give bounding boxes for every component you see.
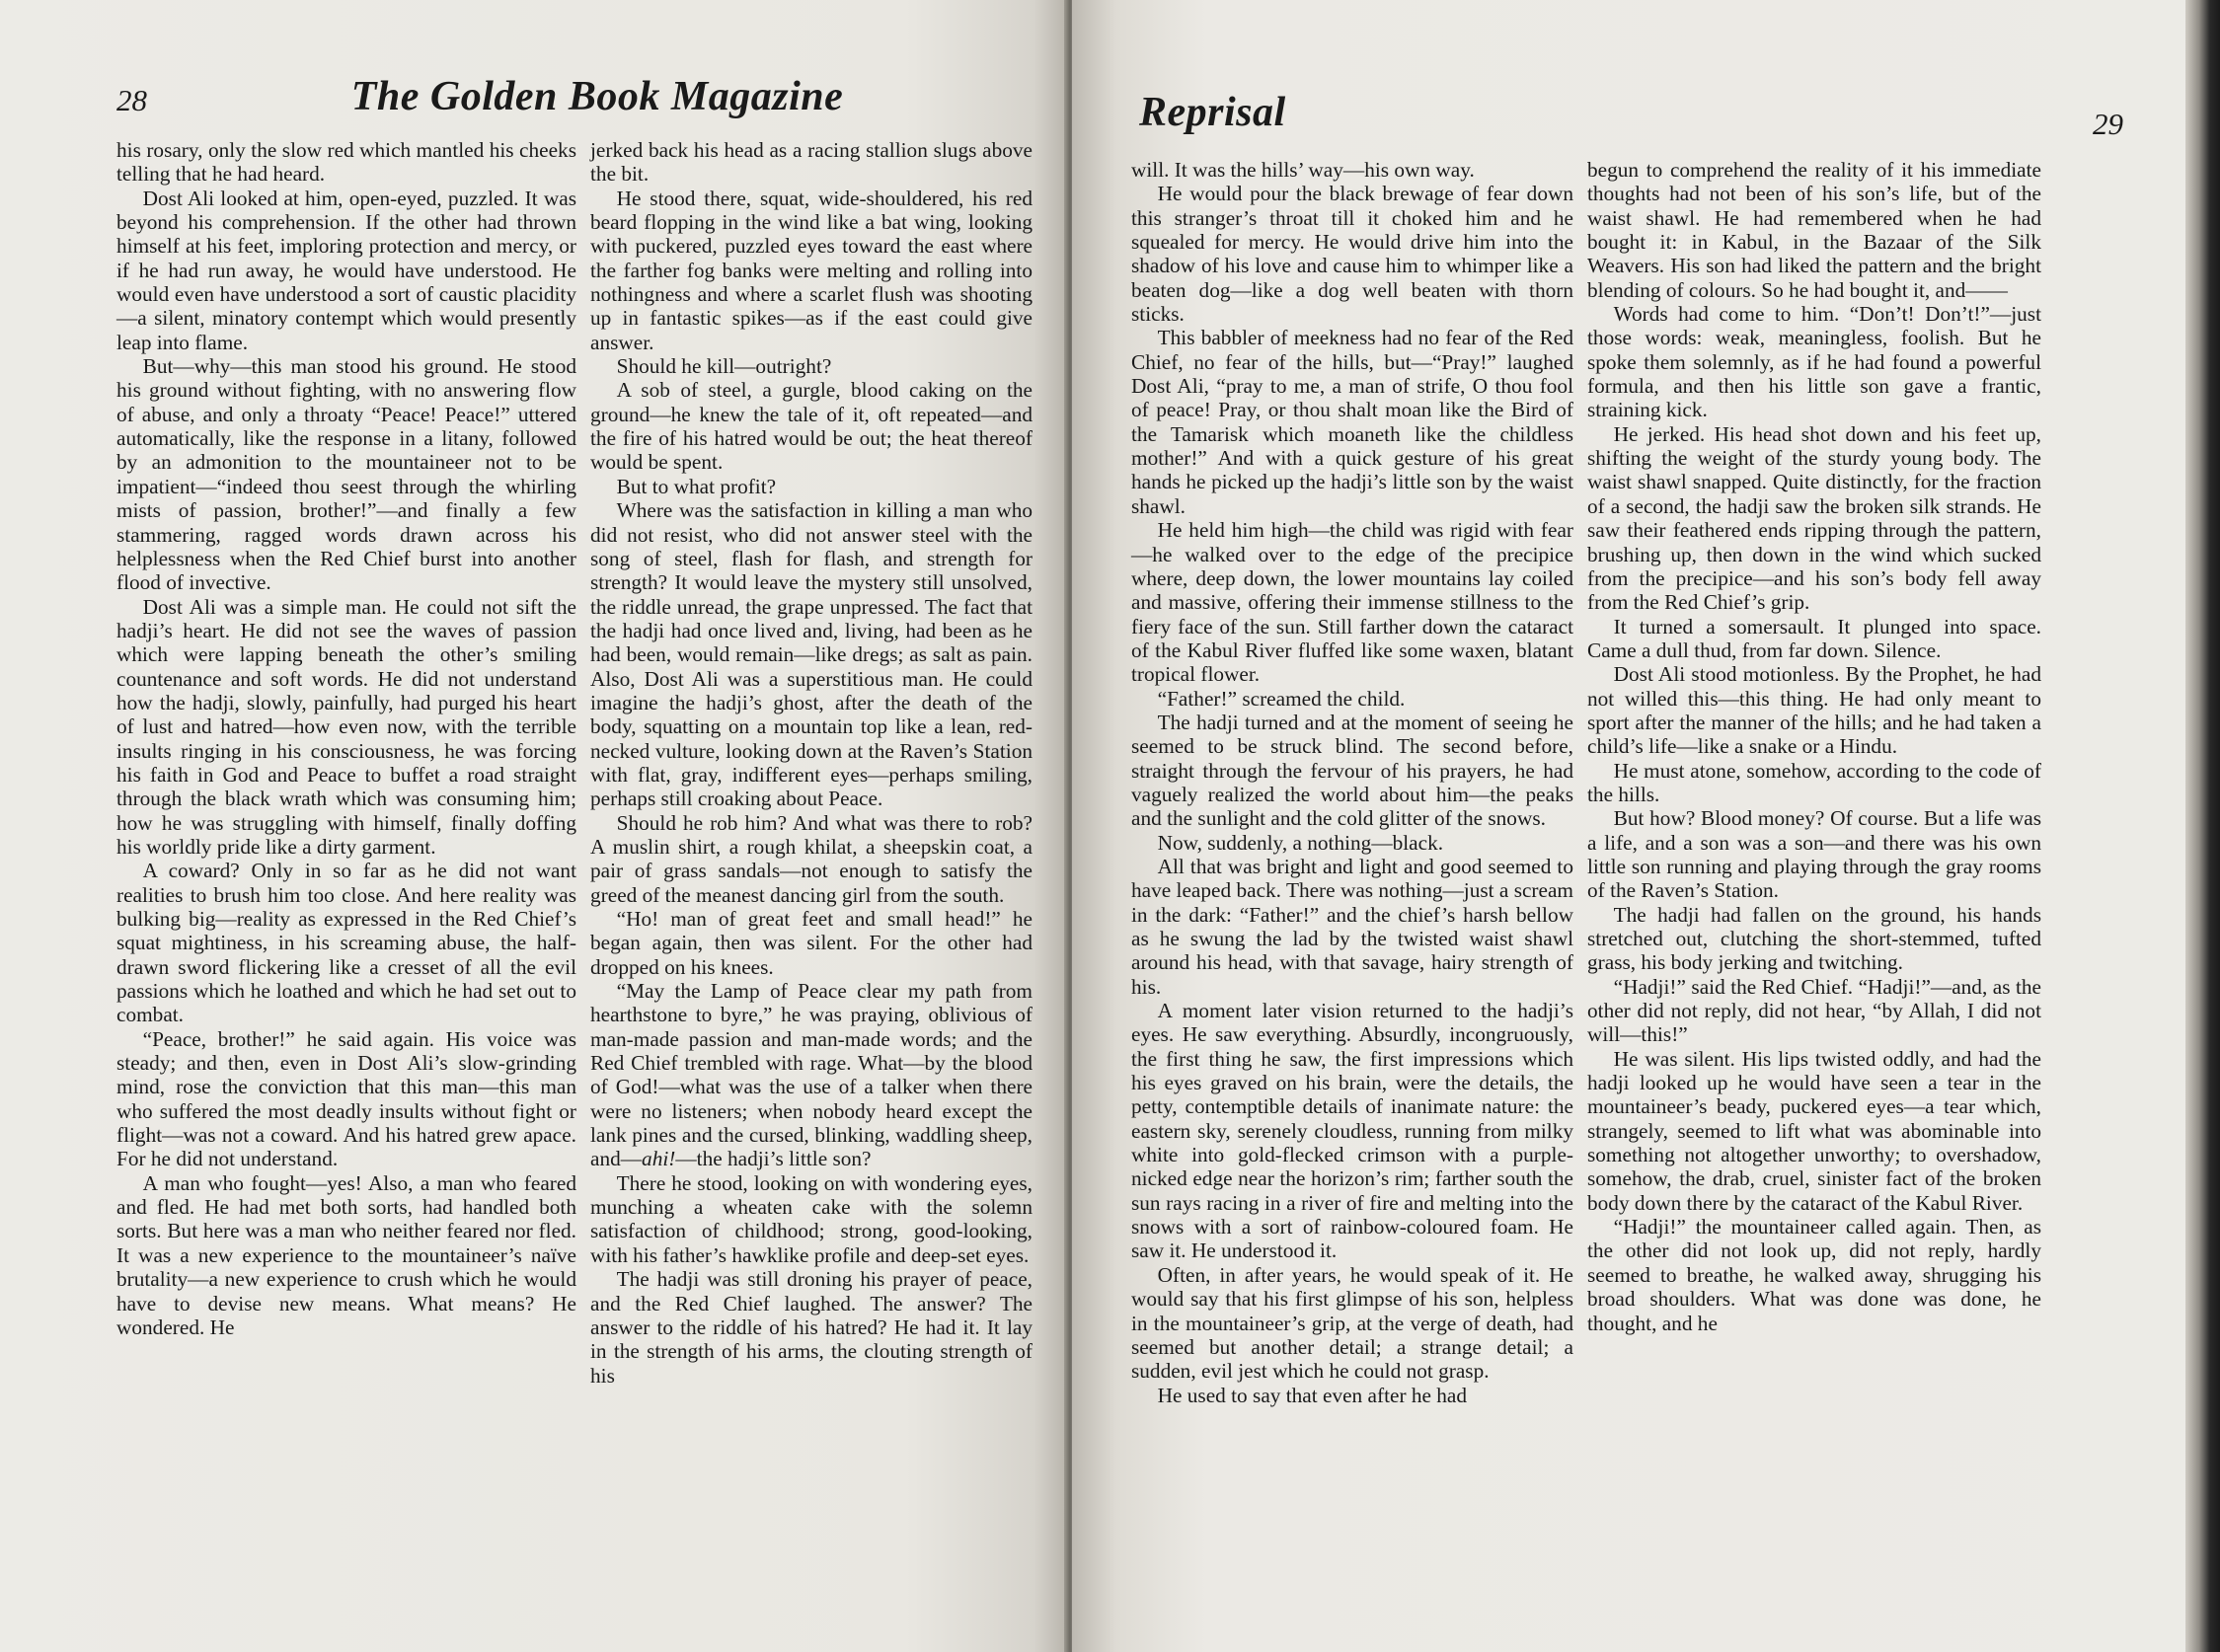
- paragraph: The hadji was still droning his prayer of peace, and the Red Chief laughed. The answer? The answer to the riddle of his hatred? He had it. It lay in the strength of his arms, the clouting strength of his: [590, 1267, 1033, 1388]
- running-head: Reprisal: [1139, 90, 1286, 135]
- page-edge: [2185, 0, 2220, 1652]
- paragraph: The hadji had fallen on the ground, his hands stretched out, clutching the short-stemmed, tufted grass, his body jerking and twitching.: [1587, 902, 2041, 975]
- paragraph: Where was the satisfaction in killing a man who did not resist, who did not answer steel with the song of steel, flash for flash, and strength for strength? It would leave the mystery still unsolved, the riddle unread, the grape unpressed. The fact that the hadji had once lived and, living, had been as he had been, would remain—like dregs; as salt as pain. Also, Dost Ali was a superstitious man. He could imagine the hadji’s ghost, after the death of the body, squatting on a mountain top like a lean, red-necked vulture, looking down at the Raven’s Station with flat, gray, indifferent eyes—perhaps smiling, perhaps still croaking about Peace.: [590, 498, 1033, 811]
- running-head: The Golden Book Magazine: [350, 74, 844, 119]
- paragraph: Words had come to him. “Don’t! Don’t!”—just those words: weak, meaningless, foolish. But he spoke them solemnly, as if he had found a powerful formula, and then his little son gave a frantic, straining kick.: [1587, 302, 2041, 422]
- page-number: 29: [2093, 107, 2123, 141]
- paragraph: A coward? Only in so far as he did not want realities to brush him too close. And here reality was bulking big—reality as expressed in the Red Chief’s squat mightiness, in his screaming abuse, the half-drawn sword flickering like a cresset of all the evil passions which he loathed and which he had set out to combat.: [116, 859, 576, 1027]
- paragraph: jerked back his head as a racing stallion slugs above the bit.: [590, 138, 1033, 187]
- paragraph: He used to say that even after he had: [1157, 1383, 1468, 1407]
- paragraph: He would pour the black brewage of fear down this stranger’s throat till it choked him and he squealed for mercy. He would drive him into the shadow of his love and cause him to whimper like a beaten dog—like a dog well beaten with thorn sticks.: [1131, 182, 1573, 327]
- paragraph: He must atone, somehow, according to the code of the hills.: [1587, 758, 2041, 806]
- paragraph: “Hadji!” said the Red Chief. “Hadji!”—and, as the other did not reply, did not hear, “by Allah, I did not will—this!”: [1587, 974, 2041, 1047]
- paragraph: A man who fought—yes! Also, a man who feared and fled. He had met both sorts, had handled both sorts. But here was a man who neither feared nor fled. It was a new experience to the mountaineer’s naïve brutality—a new experience to crush which he would have to devise new means. What means? He wondered. He: [116, 1170, 576, 1339]
- left-page: [0, 0, 1066, 1652]
- paragraph: will. It was the hills’ way—his own way.: [1131, 158, 1475, 182]
- paragraph: A sob of steel, a gurgle, blood caking on the ground—he knew the tale of it, oft repeated—and the fire of his hatred would be out; the heat thereof would be spent.: [590, 378, 1033, 475]
- paragraph: All that was bright and light and good seemed to have leaped back. There was nothing—just a scream in the dark: “Father!” and the chief’s harsh bellow as he swung the lad by the twisted waist shawl around his head, with that savage, hairy strength of his.: [1131, 854, 1573, 999]
- paragraph: “May the Lamp of Peace clear my path from hearthstone to byre,” he was praying, oblivious of man-made passion and man-made words; and the Red Chief trembled with rage. What—by the blood of God!—what was the use of a talker when there were no listeners; when nobody heard except the lank pines and the cursed, blinking, waddling sheep, and—ahi!—the hadji’s little son?: [590, 979, 1033, 1171]
- paragraph: This babbler of meekness had no fear of the Red Chief, no fear of the hills, but—“Pray!” laughed Dost Ali, “pray to me, a man of strife, O thou fool of peace! Pray, or thou shalt moan like the Bird of the Tamarisk which moaneth like the childless mother!” And with a quick gesture of his great hands he picked up the hadji’s little son by the waist shawl.: [1131, 326, 1573, 518]
- paragraph: Should he rob him? And what was there to rob? A muslin shirt, a rough khilat, a sheepskin coat, a pair of grass sandals—not enough to satisfy the greed of the meanest dancing girl from the south.: [590, 810, 1033, 907]
- paragraph: “Hadji!” the mountaineer called again. Then, as the other did not look up, did not reply, hardly seemed to breathe, he walked away, shrugging his broad shoulders. What was done was done, he thought, and he: [1587, 1215, 2041, 1335]
- right-page: [1072, 0, 2187, 1652]
- page-number: 28: [116, 83, 147, 117]
- paragraph: Dost Ali looked at him, open-eyed, puzzled. It was beyond his comprehension. If the other had thrown himself at his feet, imploring protection and mercy, or if he had run away, he would have understood. He would even have understood a sort of caustic placidity—a silent, minatory contempt which would presently leap into flame.: [116, 186, 576, 354]
- paragraph: Dost Ali was a simple man. He could not sift the hadji’s heart. He did not see the waves of passion which were lapping beneath the other’s smiling countenance and soft words. He did not understand how the hadji, slowly, painfully, had purged his heart of lust and hatred—how even now, with the terrible insults ringing in his consciousness, he was forcing his faith in God and Peace to buffet a road straight through the black wrath which was consuming him; how he was struggling with himself, finally doffing his worldly pride like a dirty garment.: [116, 594, 576, 859]
- paragraph: But how? Blood money? Of course. But a life was a life, and a son was a son—and there was his own little son running and playing through the gray rooms of the Raven’s Station.: [1587, 806, 2041, 903]
- paragraph: He jerked. His head shot down and his feet up, shifting the weight of the sturdy young body. The waist shawl snapped. Quite distinctly, for the fraction of a second, the hadji saw the broken silk strands. He saw their feathered ends ripping through the pattern, brushing up, then down in the wind which sucked from the precipice—and his son’s body fell away from the Red Chief’s grip.: [1587, 421, 2041, 615]
- paragraph: It turned a somersault. It plunged into space. Came a dull thud, from far down. Silence.: [1587, 614, 2041, 662]
- paragraph: “Peace, brother!” he said again. His voice was steady; and then, even in Dost Ali’s slow-grinding mind, rose the conviction that this man—this man who suffered the most deadly insults without fight or flight—was not a coward. And his hatred grew apace. For he did not understand.: [116, 1026, 576, 1171]
- paragraph: He stood there, squat, wide-shouldered, his red beard flopping in the wind like a bat wing, looking with puckered, puzzled eyes toward the east where the farther fog banks were melting and rolling into nothingness and where a scarlet flush was shooting up in fantastic spikes—as if the east could give answer.: [590, 186, 1033, 354]
- paragraph: begun to comprehend the reality of it his immediate thoughts had not been of his son’s life, but of the waist shawl. He had remembered when he had bought it: in Kabul, in the Bazaar of the Silk Weavers. His son had liked the pattern and the bright blending of colours. So he had bought it, and——: [1587, 158, 2041, 302]
- paragraph: He held him high—the child was rigid with fear—he walked over to the edge of the precipice where, deep down, the lower mountains lay coiled and massive, offering their immense stillness to the fiery face of the sun. Still farther down the cataract of the Kabul River fluffed like some waxen, blatant tropical flower.: [1131, 518, 1573, 687]
- paragraph: “Ho! man of great feet and small head!” he began again, then was silent. For the other had dropped on his knees.: [590, 907, 1033, 979]
- text-column: [1131, 158, 1573, 1407]
- text-column: [590, 138, 1033, 1388]
- paragraph: Often, in after years, he would speak of it. He would say that his first glimpse of his son, helpless in the mountaineer’s grip, at the verge of death, had seemed but another detail; a strange detail; a sudden, evil jest which he could not grasp.: [1131, 1262, 1573, 1384]
- paragraph: Now, suddenly, a nothing—black.: [1157, 830, 1444, 855]
- paragraph: A moment later vision returned to the hadji’s eyes. He saw everything. Absurdly, incongruously, the first thing he saw, the first impressions which his eyes graved on his brain, were the details, the petty, contemptible details of inanimate nature: the eastern sky, serenely cloudless, running from milky white into gold-flecked crimson with a purple-nicked edge near the horizon’s rim; farther south the sun rays racing in a river of fire and melting into the snows with a sort of rainbow-coloured foam. He saw it. He understood it.: [1131, 999, 1573, 1263]
- paragraph: Should he kill—outright?: [616, 354, 832, 379]
- paragraph: his rosary, only the slow red which mantled his cheeks telling that he had heard.: [116, 138, 576, 187]
- paragraph: But—why—this man stood his ground. He stood his ground without fighting, with no answering flow of abuse, and only a throaty “Peace! Peace!” uttered automatically, like the response in a litany, followed by an admonition to the mountaineer not to be impatient—“indeed thou seest through the whirling mists of passion, brother!”—and finally a few stammering, ragged words drawn across his helplessness when the Red Chief burst into another flood of invective.: [116, 354, 576, 595]
- paragraph: Dost Ali stood motionless. By the Prophet, he had not willed this—this thing. He had only meant to sport after the manner of the hills; and he had taken a child’s life—like a snake or a Hindu.: [1587, 662, 2041, 759]
- text-column: [1587, 158, 2041, 1335]
- paragraph: “Father!” screamed the child.: [1157, 686, 1406, 711]
- paragraph: There he stood, looking on with wondering eyes, munching a wheaten cake with the solemn satisfaction of childhood; strong, good-looking, with his father’s hawklike profile and deep-set eyes.: [590, 1170, 1033, 1267]
- paragraph: The hadji turned and at the moment of seeing he seemed to be struck blind. The second before, straight through the fervour of his prayers, he had vaguely realized the world about him—the peaks and the sunlight and the cold glitter of the snows.: [1131, 710, 1573, 831]
- paragraph: He was silent. His lips twisted oddly, and had the hadji looked up he would have seen a tear in the mountaineer’s beady, puckered eyes—a tear which, strangely, seemed to lift what was abominable into something not altogether unworthy; to overshadow, somehow, the drab, cruel, sinister fact of the broken body down there by the cataract of the Kabul River.: [1587, 1046, 2041, 1215]
- paragraph: But to what profit?: [616, 474, 777, 498]
- text-column: [116, 138, 576, 1339]
